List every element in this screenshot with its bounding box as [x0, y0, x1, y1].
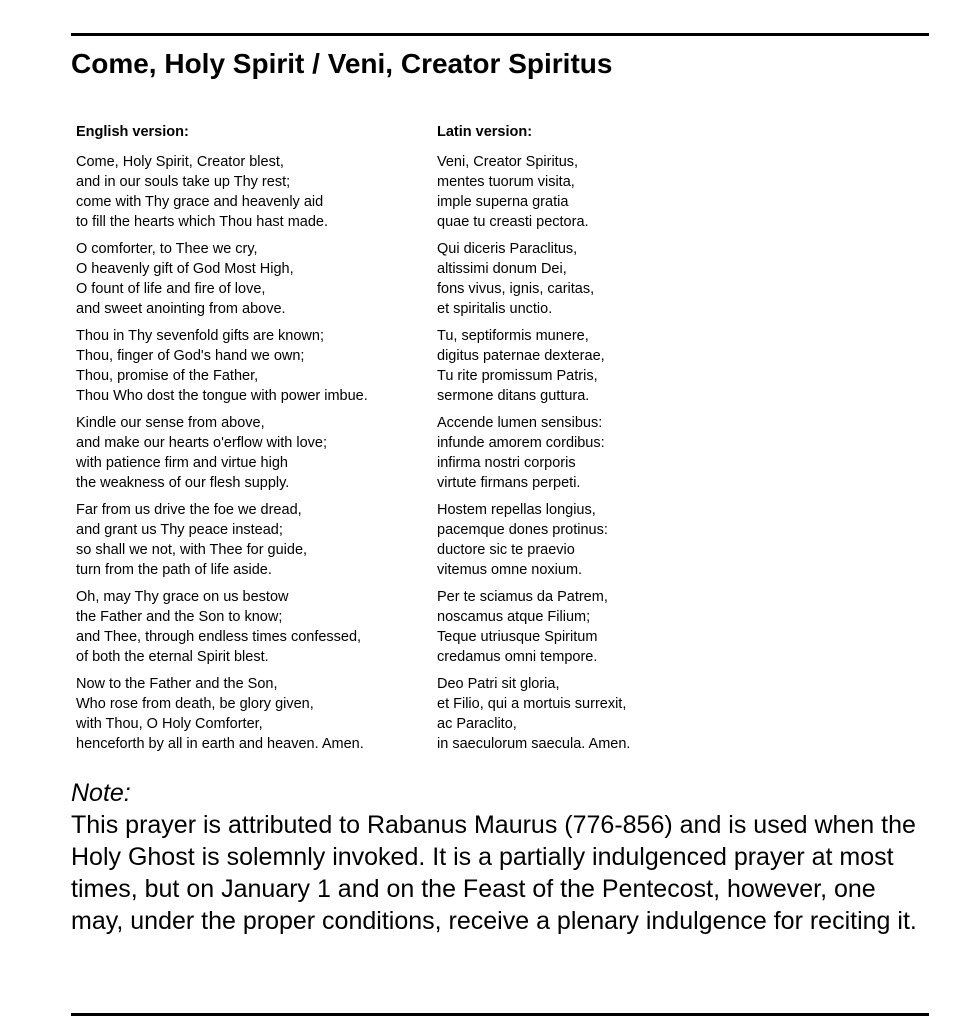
- english-stanza: [76, 587, 426, 667]
- latin-verse-line: mentes tuorum visita,: [437, 174, 575, 190]
- bottom-divider: [71, 1013, 929, 1016]
- english-verse-line: the Father and the Son to know;: [76, 609, 283, 625]
- note-text: This prayer is attributed to Rabanus Maurus (776-856) and is used when the Holy Ghost is solemnly invoked. It is a partially indulgenced prayer at most times, but on January 1 and on the Feast of the Pentecost, however, one may, under the proper conditions, receive a plenary indulgence for reciting it.: [71, 811, 917, 935]
- english-stanza: [76, 239, 426, 319]
- latin-verse-line: Accende lumen sensibus:: [437, 415, 603, 431]
- latin-column: [437, 122, 787, 761]
- english-verse-line: henceforth by all in earth and heaven. Amen.: [76, 736, 364, 752]
- english-stanzas: [76, 152, 426, 754]
- latin-stanza: [437, 152, 787, 232]
- english-verse-line: O comforter, to Thee we cry,: [76, 241, 258, 257]
- english-verse-line: and in our souls take up Thy rest;: [76, 174, 291, 190]
- english-stanza: [76, 152, 426, 232]
- english-verse-line: Thou, finger of God's hand we own;: [76, 348, 305, 364]
- latin-stanza: [437, 413, 787, 493]
- english-verse-line: with patience firm and virtue high: [76, 455, 288, 471]
- latin-verse-line: in saeculorum saecula. Amen.: [437, 736, 631, 752]
- latin-verse-line: pacemque dones protinus:: [437, 522, 608, 538]
- latin-verse-line: Tu rite promissum Patris,: [437, 368, 598, 384]
- english-verse-line: and Thee, through endless times confessed,: [76, 629, 362, 645]
- english-verse-line: Thou in Thy sevenfold gifts are known;: [76, 328, 324, 344]
- english-stanza: [76, 326, 426, 406]
- latin-verse-line: sermone ditans guttura.: [437, 388, 590, 404]
- latin-verse-line: virtute firmans perpeti.: [437, 475, 581, 491]
- english-stanza: [76, 674, 426, 754]
- english-verse-line: to fill the hearts which Thou hast made.: [76, 214, 329, 230]
- english-verse-line: O fount of life and fire of love,: [76, 281, 266, 297]
- english-verse-line: O heavenly gift of God Most High,: [76, 261, 294, 277]
- latin-verse-line: noscamus atque Filium;: [437, 609, 591, 625]
- top-divider: [71, 33, 929, 36]
- latin-verse-line: et spiritalis unctio.: [437, 301, 553, 317]
- latin-verse-line: Per te sciamus da Patrem,: [437, 589, 608, 605]
- english-verse-line: turn from the path of life aside.: [76, 562, 272, 578]
- english-verse-line: Kindle our sense from above,: [76, 415, 265, 431]
- latin-verse-line: infunde amorem cordibus:: [437, 435, 605, 451]
- page-title: Come, Holy Spirit / Veni, Creator Spiritus: [71, 48, 613, 79]
- english-verse-line: Oh, may Thy grace on us bestow: [76, 589, 289, 605]
- latin-verse-line: Veni, Creator Spiritus,: [437, 154, 579, 170]
- latin-verse-line: altissimi donum Dei,: [437, 261, 567, 277]
- english-verse-line: Now to the Father and the Son,: [76, 676, 278, 692]
- english-stanza: [76, 413, 426, 493]
- note-label: Note:: [71, 779, 131, 807]
- english-verse-line: Come, Holy Spirit, Creator blest,: [76, 154, 284, 170]
- english-verse-line: the weakness of our flesh supply.: [76, 475, 290, 491]
- latin-verse-line: vitemus omne noxium.: [437, 562, 583, 578]
- english-verse-line: and make our hearts o'erflow with love;: [76, 435, 328, 451]
- latin-verse-line: quae tu creasti pectora.: [437, 214, 589, 230]
- latin-verse-line: et Filio, qui a mortuis surrexit,: [437, 696, 627, 712]
- latin-stanza: [437, 587, 787, 667]
- latin-verse-line: infirma nostri corporis: [437, 455, 576, 471]
- latin-verse-line: Hostem repellas longius,: [437, 502, 596, 518]
- latin-verse-line: Qui diceris Paraclitus,: [437, 241, 578, 257]
- latin-verse-line: Deo Patri sit gloria,: [437, 676, 560, 692]
- english-verse-line: and sweet anointing from above.: [76, 301, 286, 317]
- latin-verse-line: digitus paternae dexterae,: [437, 348, 605, 364]
- english-heading: English version:: [76, 124, 189, 140]
- latin-stanza: [437, 326, 787, 406]
- english-verse-line: of both the eternal Spirit blest.: [76, 649, 269, 665]
- latin-verse-line: fons vivus, ignis, caritas,: [437, 281, 595, 297]
- latin-stanza: [437, 674, 787, 754]
- english-verse-line: Who rose from death, be glory given,: [76, 696, 314, 712]
- latin-verse-line: Tu, septiformis munere,: [437, 328, 589, 344]
- latin-verse-line: Teque utriusque Spiritum: [437, 629, 598, 645]
- latin-verse-line: imple superna gratia: [437, 194, 569, 210]
- latin-verse-line: ductore sic te praevio: [437, 542, 575, 558]
- english-verse-line: and grant us Thy peace instead;: [76, 522, 283, 538]
- english-column: [76, 122, 426, 761]
- latin-stanza: [437, 500, 787, 580]
- latin-stanzas: [437, 152, 787, 754]
- english-verse-line: Thou, promise of the Father,: [76, 368, 259, 384]
- english-verse-line: come with Thy grace and heavenly aid: [76, 194, 324, 210]
- english-verse-line: so shall we not, with Thee for guide,: [76, 542, 308, 558]
- english-verse-line: Thou Who dost the tongue with power imbue.: [76, 388, 368, 404]
- english-verse-line: Far from us drive the foe we dread,: [76, 502, 302, 518]
- latin-stanza: [437, 239, 787, 319]
- latin-verse-line: ac Paraclito,: [437, 716, 517, 732]
- english-stanza: [76, 500, 426, 580]
- english-verse-line: with Thou, O Holy Comforter,: [76, 716, 263, 732]
- latin-verse-line: credamus omni tempore.: [437, 649, 598, 665]
- latin-heading: Latin version:: [437, 124, 533, 140]
